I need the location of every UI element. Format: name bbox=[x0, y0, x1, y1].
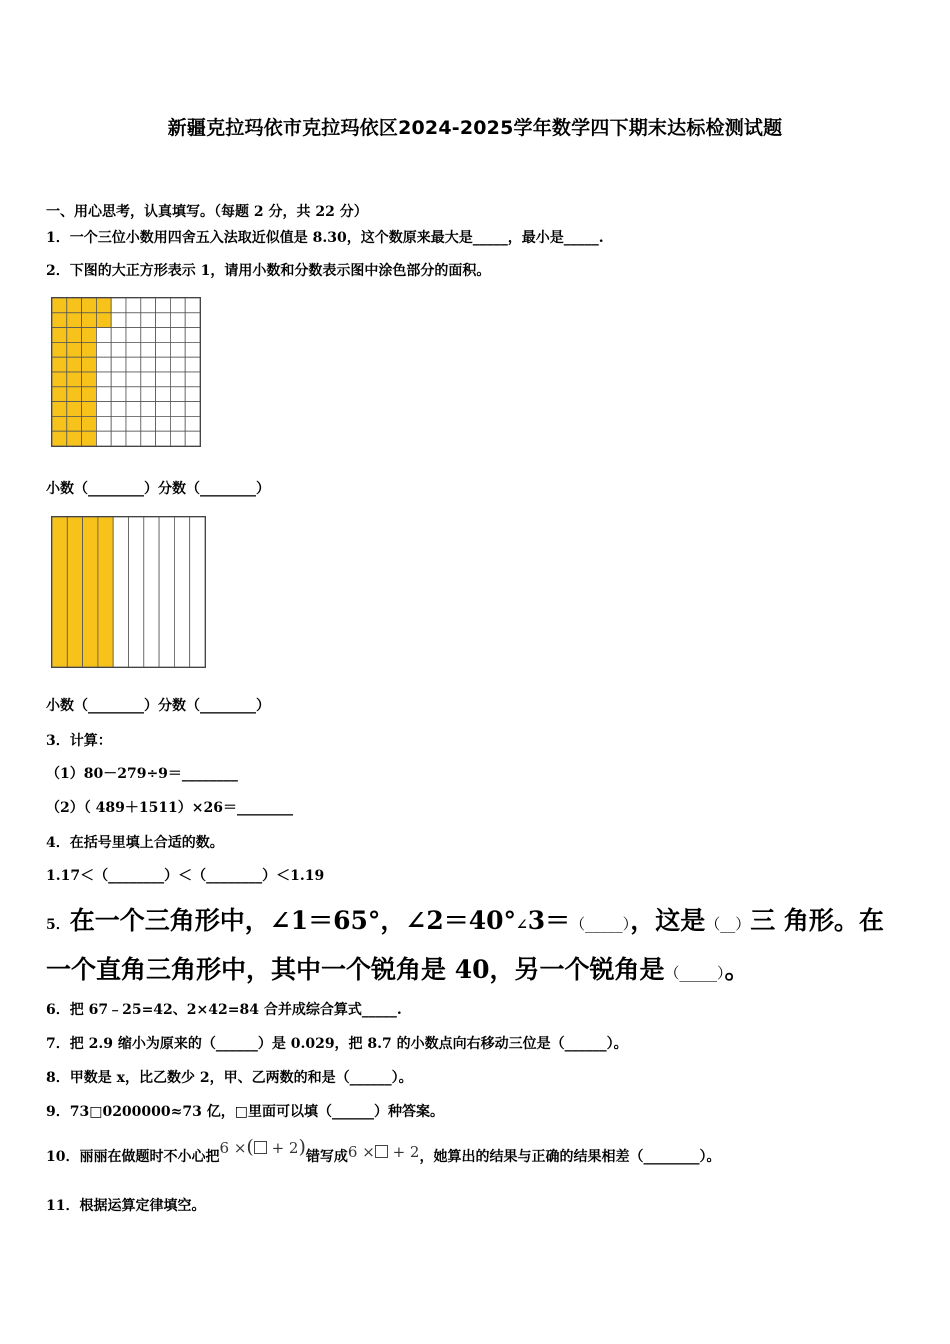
grid-cell-shaded bbox=[96, 313, 111, 328]
grid-cell bbox=[170, 416, 185, 431]
grid-cell-shaded bbox=[52, 416, 67, 431]
grid-cell bbox=[111, 402, 126, 417]
grid-cell-shaded bbox=[82, 402, 97, 417]
grid-cell bbox=[170, 298, 185, 313]
question-9: 9．73□0200000≈73 亿，□里面可以填（______）种答案。 bbox=[46, 1104, 444, 1120]
grid-cell bbox=[170, 402, 185, 417]
grid-cell bbox=[141, 416, 156, 431]
blank-other-angle: （_____） bbox=[664, 964, 725, 982]
grid-cell-shaded bbox=[82, 372, 97, 387]
grid-cell bbox=[126, 416, 141, 431]
correct-expression bbox=[219, 1136, 306, 1158]
column bbox=[144, 517, 159, 667]
grid-cell bbox=[126, 328, 141, 343]
grid-cell bbox=[126, 402, 141, 417]
question-5-text-e: 一个直角三角形中，其中一个锐角是 40，另一个锐角是 bbox=[46, 955, 665, 984]
grid-cell bbox=[126, 387, 141, 402]
grid-cell bbox=[170, 372, 185, 387]
grid-cell bbox=[156, 431, 171, 446]
grid-cell-shaded bbox=[52, 357, 67, 372]
grid-cell-shaded bbox=[52, 402, 67, 417]
grid-cell bbox=[111, 328, 126, 343]
grid-cell bbox=[126, 342, 141, 357]
ten-column-figure bbox=[51, 516, 206, 668]
expr-plus-two: + 2 bbox=[392, 1143, 420, 1161]
grid-cell bbox=[96, 357, 111, 372]
grid-cell bbox=[185, 342, 200, 357]
grid-cell bbox=[96, 342, 111, 357]
grid-cell bbox=[141, 298, 156, 313]
grid-cell bbox=[96, 416, 111, 431]
grid-cell bbox=[111, 431, 126, 446]
question-1: 1．一个三位小数用四舍五入法取近似值是 8.30，这个数原来最大是_____，最小是_____. bbox=[46, 230, 604, 246]
grid-cell bbox=[156, 342, 171, 357]
grid-cell bbox=[156, 313, 171, 328]
grid-cell-shaded bbox=[52, 372, 67, 387]
grid-cell bbox=[141, 357, 156, 372]
section-heading: 一、用心思考，认真填写。（每题 2 分，共 22 分） bbox=[46, 204, 368, 220]
column bbox=[190, 517, 205, 667]
page-title: 新疆克拉玛依市克拉玛依区2024-2025学年数学四下期末达标检测试题 bbox=[167, 117, 783, 139]
grid-cell bbox=[126, 372, 141, 387]
answer-line-1: 小数（________）分数（________） bbox=[46, 481, 270, 497]
grid-cell-shaded bbox=[52, 387, 67, 402]
column bbox=[159, 517, 174, 667]
grid-cell bbox=[156, 416, 171, 431]
question-7: 7．把 2.9 缩小为原来的（______）是 0.029，把 8.7 的小数点向右移动三位是（______）。 bbox=[46, 1036, 628, 1052]
grid-cell bbox=[156, 387, 171, 402]
question-2: 2．下图的大正方形表示 1，请用小数和分数表示图中涂色部分的面积。 bbox=[46, 263, 491, 279]
grid-cell bbox=[170, 387, 185, 402]
question-10-text-b: 错写成 bbox=[305, 1149, 348, 1165]
grid-cell-shaded bbox=[52, 313, 67, 328]
question-10 bbox=[46, 1136, 721, 1172]
grid-cell bbox=[185, 387, 200, 402]
grid-cell bbox=[111, 416, 126, 431]
grid-cell-shaded bbox=[82, 342, 97, 357]
grid-cell-shaded bbox=[67, 328, 82, 343]
blank-square-icon bbox=[254, 1141, 267, 1154]
blank-triangle-type: （__） bbox=[705, 915, 751, 933]
grid-cell bbox=[126, 357, 141, 372]
grid-cell bbox=[126, 431, 141, 446]
question-5-line-1 bbox=[46, 904, 884, 942]
grid-cell bbox=[185, 431, 200, 446]
grid-cell bbox=[141, 313, 156, 328]
question-4: 4．在括号里填上合适的数。 bbox=[46, 835, 224, 851]
answer-line-2: 小数（________）分数（________） bbox=[46, 698, 270, 714]
grid-cell bbox=[111, 357, 126, 372]
question-3a: （1）80－279÷9＝________ bbox=[46, 766, 238, 782]
grid-cell-shaded bbox=[82, 357, 97, 372]
question-5-text-b: 3＝ bbox=[527, 906, 571, 935]
grid-cell bbox=[156, 357, 171, 372]
grid-cell bbox=[185, 298, 200, 313]
question-4a: 1.17＜（________）＜（________）＜1.19 bbox=[46, 868, 325, 884]
grid-cell bbox=[141, 372, 156, 387]
column bbox=[113, 517, 128, 667]
grid-cell-shaded bbox=[67, 387, 82, 402]
question-8: 8．甲数是 x，比乙数少 2，甲、乙两数的和是（______）。 bbox=[46, 1070, 413, 1086]
grid-cell bbox=[185, 372, 200, 387]
grid-cell bbox=[96, 431, 111, 446]
expr-close-paren: ) bbox=[298, 1136, 306, 1158]
question-3b: （2）（ 489＋1511）×26＝________ bbox=[46, 800, 294, 816]
grid-cell-shaded bbox=[82, 431, 97, 446]
grid-cell-shaded bbox=[52, 342, 67, 357]
question-5-number: 5． bbox=[46, 917, 70, 933]
grid-cell bbox=[111, 372, 126, 387]
grid-cell bbox=[185, 328, 200, 343]
grid-cell-shaded bbox=[67, 342, 82, 357]
question-11: 11．根据运算定律填空。 bbox=[46, 1198, 206, 1214]
grid-cell bbox=[170, 431, 185, 446]
grid-cell-shaded bbox=[82, 387, 97, 402]
column-shaded bbox=[98, 517, 113, 667]
grid-cell-shaded bbox=[67, 357, 82, 372]
grid-cell bbox=[156, 298, 171, 313]
grid-cell bbox=[126, 298, 141, 313]
expr-plus-two: + 2 bbox=[271, 1139, 299, 1157]
hundred-grid-figure bbox=[51, 297, 201, 447]
grid-cell-shaded bbox=[67, 431, 82, 446]
column-shaded bbox=[83, 517, 98, 667]
question-5-line-2 bbox=[46, 953, 750, 990]
wrong-expression bbox=[348, 1143, 420, 1161]
question-6: 6．把 67﹣25=42、2×42=84 合并成综合算式_____. bbox=[46, 1002, 402, 1018]
question-5-text-c: ，这是 bbox=[630, 906, 706, 935]
column-shaded bbox=[67, 517, 82, 667]
grid-cell bbox=[111, 387, 126, 402]
grid-cell bbox=[96, 402, 111, 417]
grid-cell bbox=[111, 298, 126, 313]
grid-cell-shaded bbox=[52, 328, 67, 343]
grid-cell bbox=[156, 372, 171, 387]
question-5-text-d: 三 角形。在 bbox=[750, 906, 884, 935]
expr-times: × bbox=[362, 1143, 375, 1161]
question-5-text-a: 在一个三角形中，∠1＝65°，∠2＝40° bbox=[69, 906, 517, 935]
grid-cell-shaded bbox=[67, 416, 82, 431]
grid-cell bbox=[156, 402, 171, 417]
grid-cell bbox=[96, 328, 111, 343]
grid-cell bbox=[141, 402, 156, 417]
angle-symbol: ∠ bbox=[516, 917, 528, 933]
grid-cell bbox=[156, 328, 171, 343]
column-shaded bbox=[52, 517, 67, 667]
grid-cell bbox=[126, 313, 141, 328]
grid-cell bbox=[185, 416, 200, 431]
grid-cell bbox=[170, 342, 185, 357]
grid-cell-shaded bbox=[52, 298, 67, 313]
expr-six: 6 bbox=[219, 1139, 230, 1157]
grid-cell bbox=[111, 342, 126, 357]
grid-cell bbox=[141, 387, 156, 402]
grid-cell-shaded bbox=[82, 298, 97, 313]
grid-cell-shaded bbox=[67, 313, 82, 328]
grid-cell-shaded bbox=[67, 372, 82, 387]
grid-cell bbox=[185, 313, 200, 328]
grid-cell-shaded bbox=[82, 416, 97, 431]
grid-cell-shaded bbox=[82, 328, 97, 343]
grid-cell bbox=[141, 328, 156, 343]
blank-square-icon bbox=[375, 1145, 388, 1158]
grid-cell-shaded bbox=[52, 431, 67, 446]
question-5-text-f: 。 bbox=[724, 955, 750, 984]
grid-cell bbox=[170, 328, 185, 343]
grid-cell-shaded bbox=[67, 298, 82, 313]
question-3: 3．计算： bbox=[46, 733, 112, 749]
question-10-text-c: ，她算出的结果与正确的结果相差（________）。 bbox=[419, 1149, 721, 1165]
column bbox=[129, 517, 144, 667]
grid-cell bbox=[96, 387, 111, 402]
blank-angle-3: （_____） bbox=[570, 915, 631, 933]
grid-cell bbox=[141, 342, 156, 357]
column bbox=[174, 517, 189, 667]
grid-cell bbox=[111, 313, 126, 328]
grid-cell bbox=[141, 431, 156, 446]
grid-cell bbox=[185, 357, 200, 372]
grid-cell-shaded bbox=[67, 402, 82, 417]
question-10-text-a: 10．丽丽在做题时不小心把 bbox=[46, 1149, 220, 1165]
grid-cell bbox=[185, 402, 200, 417]
expr-six: 6 bbox=[347, 1143, 358, 1161]
expr-times: × bbox=[233, 1139, 247, 1157]
grid-cell-shaded bbox=[96, 298, 111, 313]
grid-cell-shaded bbox=[82, 313, 97, 328]
grid-cell bbox=[170, 357, 185, 372]
expr-open-paren: ( bbox=[246, 1136, 254, 1158]
grid-cell bbox=[170, 313, 185, 328]
grid-cell bbox=[96, 372, 111, 387]
